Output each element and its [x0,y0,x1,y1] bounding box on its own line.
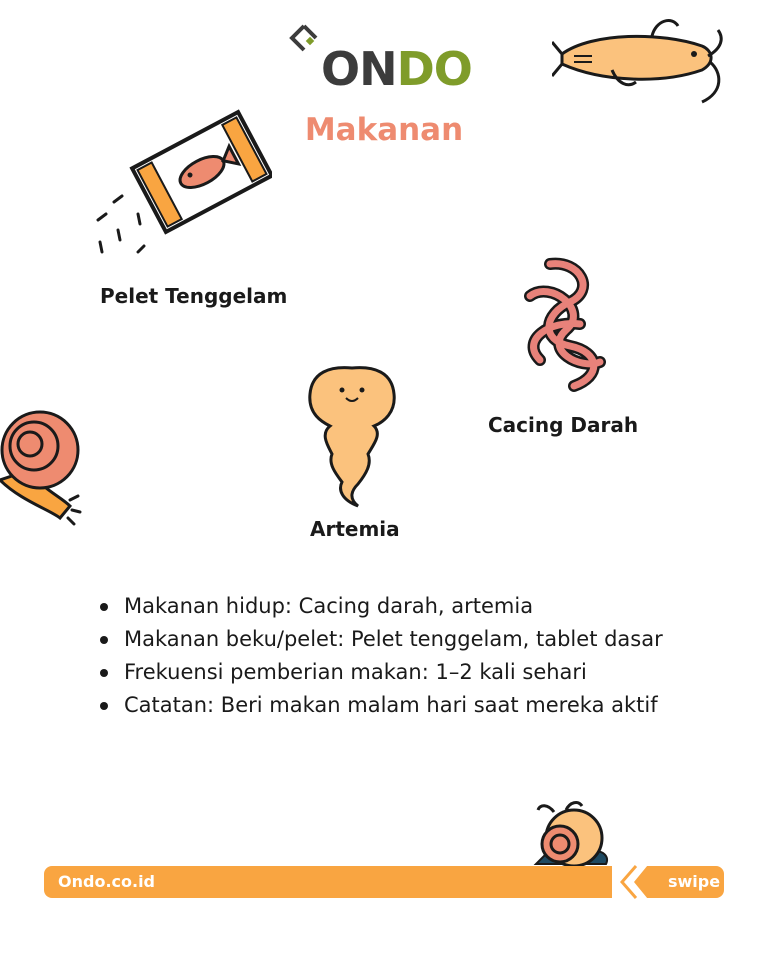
swipe-button[interactable]: swipe [668,872,721,891]
label-pellet: Pelet Tenggelam [100,284,288,308]
footer-website-link[interactable]: Ondo.co.id [58,872,156,891]
label-artemia: Artemia [310,517,400,541]
list-item: Catatan: Beri makan malam hari saat mereka aktif [100,689,720,722]
bloodworm-icon [510,250,620,400]
list-item: Makanan beku/pelet: Pelet tenggelam, tablet dasar [100,623,720,656]
logo-text-do: DO [396,42,472,96]
catfish-icon [552,12,732,112]
small-snail-icon [526,798,616,870]
logo-text-on: ON [321,42,397,96]
ondo-logo [288,22,488,102]
logo-wordmark [321,42,472,96]
swipe-chevron-icon [612,860,652,904]
list-item: Makanan hidup: Cacing darah, artemia [100,590,720,623]
info-list [100,590,720,722]
list-item: Frekuensi pemberian makan: 1–2 kali sehari [100,656,720,689]
pellet-package-icon [92,102,272,272]
label-worms: Cacing Darah [488,413,639,437]
snail-shell-icon [0,400,90,530]
artemia-icon [302,364,402,514]
page-title: Makanan [304,112,464,148]
